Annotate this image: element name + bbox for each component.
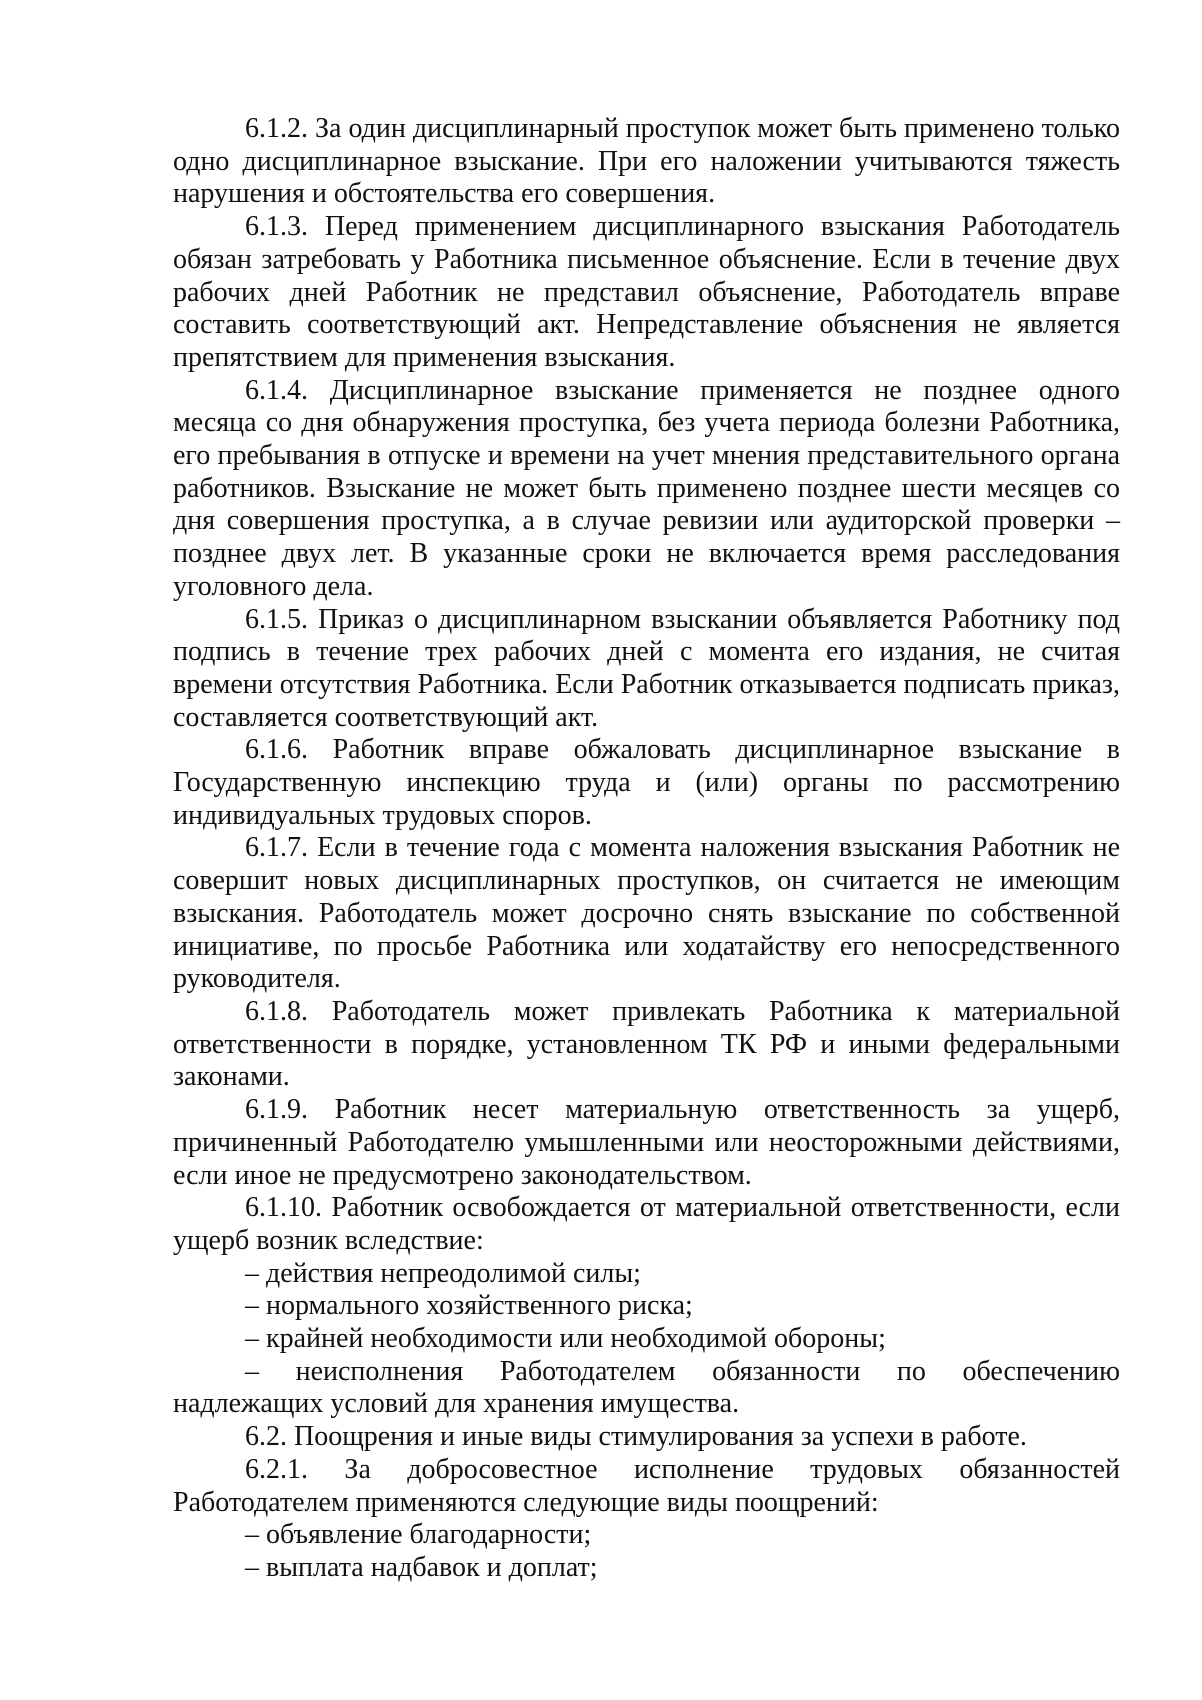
paragraph-6-1-2: 6.1.2. За один дисциплинарный проступок может быть применено только одно дисциплинарное взыскание. При его наложении учитываются тяжесть нарушения и обстоятельства его совершения. — [173, 113, 1120, 210]
paragraph-6-2: 6.2. Поощрения и иные виды стимулирования за успехи в работе. — [245, 1421, 1027, 1453]
paragraph-6-1-5: 6.1.5. Приказ о дисциплинарном взыскании объявляется Работнику под подпись в течение трех рабочих дней с момента его издания, не считая времени отсутствия Работника. Если Работник отказывается подписать приказ, составляется соответствующий акт. — [173, 603, 1120, 733]
paragraph-6-2-1: 6.2.1. За добросовестное исполнение трудовых обязанностей Работодателем применяются следующие виды поощрений: — [173, 1453, 1120, 1518]
paragraph-6-1-9: 6.1.9. Работник несет материальную ответственность за ущерб, причиненный Работодателю умышленными или неосторожными действиями, если иное не предусмотрено законодательством. — [173, 1094, 1120, 1191]
paragraph-6-1-8: 6.1.8. Работодатель может привлекать Работника к материальной ответственности в порядке, установленном ТК РФ и иными федеральными законами. — [173, 995, 1120, 1093]
paragraph-6-1-10: 6.1.10. Работник освобождается от материальной ответственности, если ущерб возник вследствие: — [173, 1192, 1120, 1256]
list-item: – нормального хозяйственного риска; — [245, 1290, 693, 1322]
list-item: – выплата надбавок и доплат; — [245, 1551, 598, 1583]
paragraph-6-1-3: 6.1.3. Перед применением дисциплинарного взыскания Работодатель обязан затребовать у Работника письменное объяснение. Если в течение двух рабочих дней Работник не представил объяснение, Работодатель вправе составить соответствующий акт. Непредставление объяснения не является препятствием для применения взыскания. — [173, 211, 1120, 373]
paragraph-6-1-7: 6.1.7. Если в течение года с момента наложения взыскания Работник не совершит новых дисциплинарных проступков, он считается не имеющим взыскания. Работодатель может досрочно снять взыскание по собственной инициативе, по просьбе Работника или ходатайству его непосредственного руководителя. — [173, 832, 1120, 995]
paragraph-6-1-4: 6.1.4. Дисциплинарное взыскание применяется не позднее одного месяца со дня обнаружения проступка, без учета периода болезни Работника, его пребывания в отпуске и времени на учет мнения представительного органа работников. Взыскание не может быть применено позднее шести месяцев со дня совершения проступка, а в случае ревизии или аудиторской проверки – позднее двух лет. В указанные сроки не включается время расследования уголовного дела. — [173, 374, 1120, 602]
list-item: – крайней необходимости или необходимой обороны; — [245, 1323, 886, 1355]
list-item: – объявление благодарности; — [245, 1519, 592, 1551]
list-item: – действия непреодолимой силы; — [245, 1257, 641, 1289]
list-item: – неисполнения Работодателем обязанности по обеспечению надлежащих условий для хранения имущества. — [173, 1355, 1120, 1420]
paragraph-6-1-6: 6.1.6. Работник вправе обжаловать дисциплинарное взыскание в Государственную инспекцию труда и (или) органы по рассмотрению индивидуальных трудовых споров. — [173, 734, 1120, 831]
